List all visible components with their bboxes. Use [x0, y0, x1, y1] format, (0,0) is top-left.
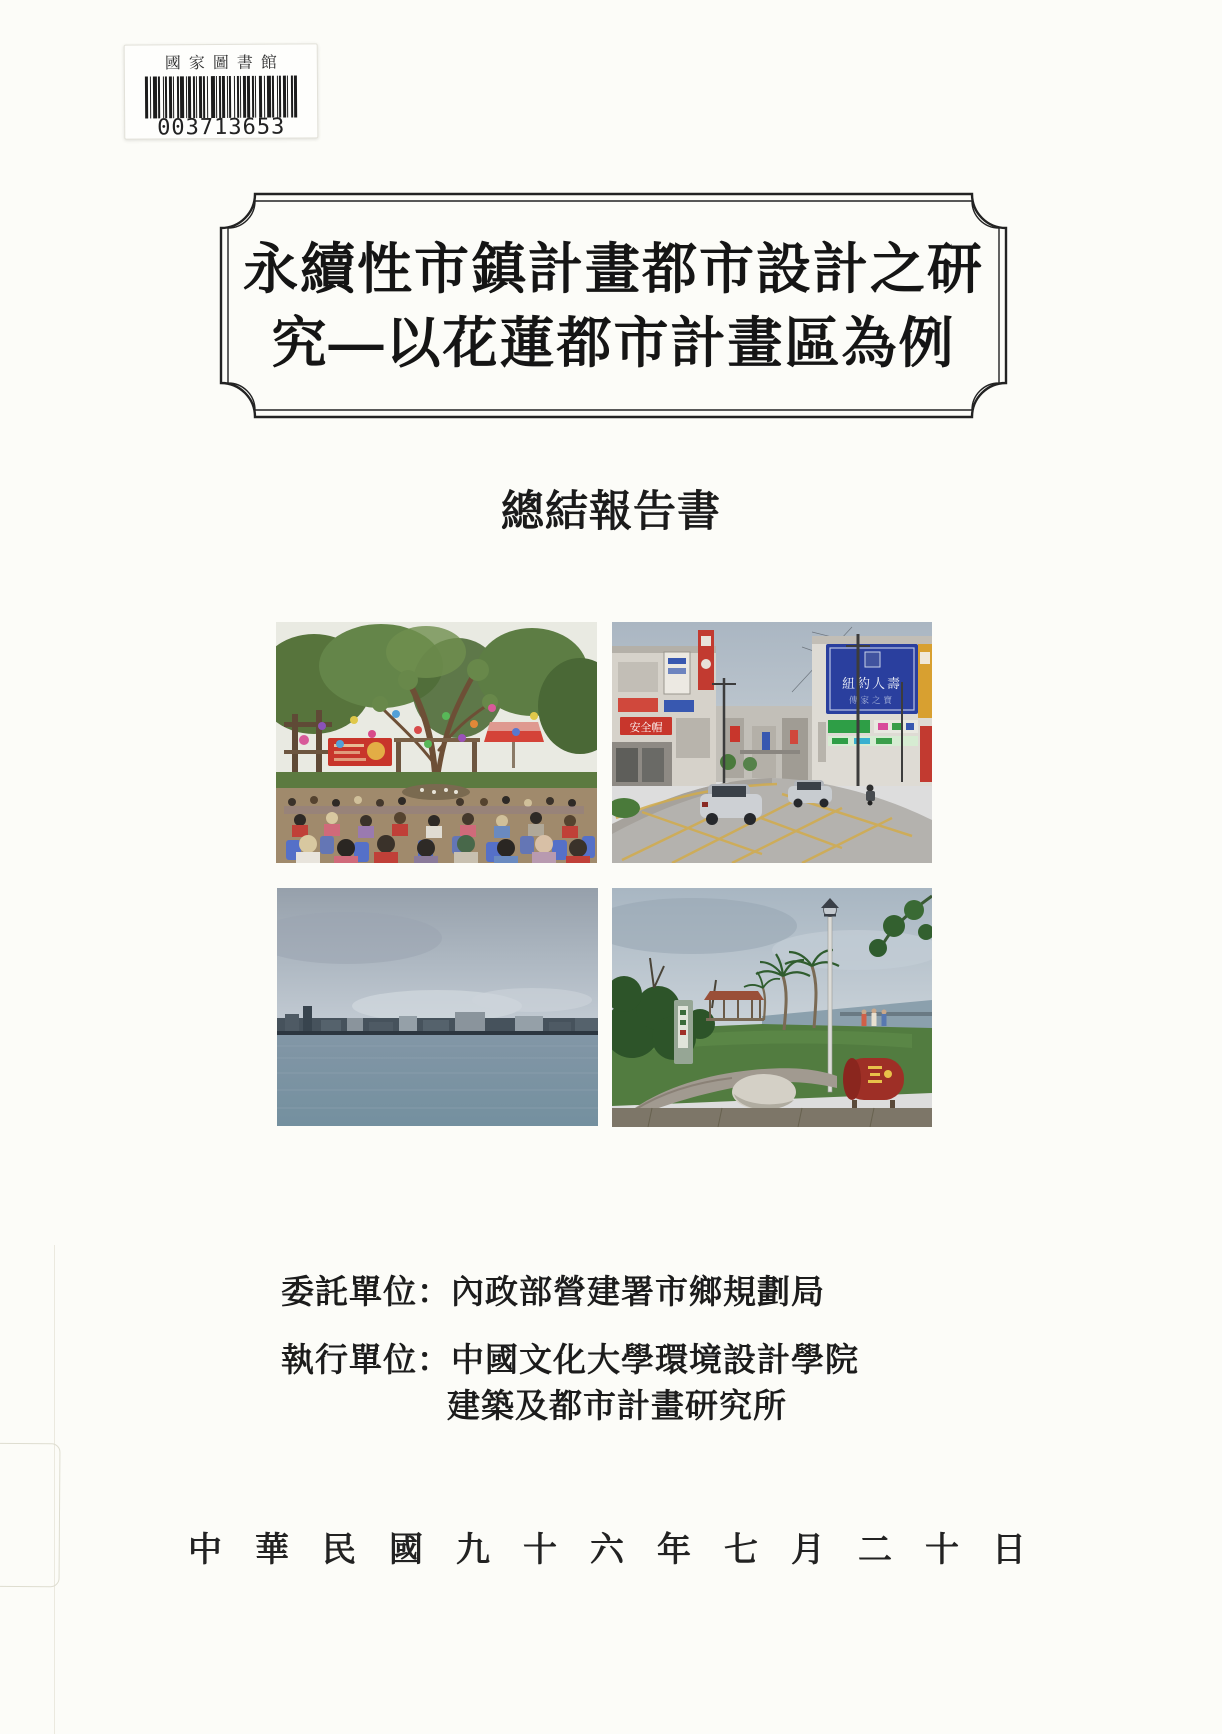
billboard-subtext: 傳家之寶 — [848, 695, 896, 705]
road — [612, 778, 932, 863]
stone-wall — [612, 1108, 932, 1127]
commissioning-unit-line: 委託單位：內政部營建署市鄉規劃局 — [281, 1275, 825, 1311]
boulder — [732, 1074, 796, 1110]
red-barrel-sign — [843, 1058, 904, 1108]
billboard-text: 紐約人壽 — [841, 676, 903, 691]
photo-harbor-view — [277, 888, 598, 1126]
crowd-middle-row — [292, 812, 578, 838]
title-plaque — [219, 192, 1008, 419]
water — [277, 1035, 598, 1126]
report-subtitle: 總結報告書 — [501, 488, 721, 536]
helmet-sign-text: 安全帽 — [629, 722, 663, 734]
executing-unit-line: 執行單位：中國文化大學環境設計學院 — [281, 1343, 859, 1379]
ghost-sticker-outline — [0, 1443, 61, 1588]
barcode-icon — [143, 75, 299, 118]
report-title-line1: 永續性市鎮計畫都市設計之研 — [242, 237, 984, 300]
report-title — [219, 192, 1008, 419]
executing-unit-line2: 建築及都市計畫研究所 — [447, 1389, 787, 1425]
photo-community-event — [276, 622, 597, 863]
photo-seaside-park — [612, 888, 932, 1127]
park-sign-pillar — [674, 1000, 693, 1064]
left-buildings — [612, 630, 716, 786]
cloud-light2 — [472, 988, 592, 1012]
library-name: 國家圖書館 — [164, 54, 285, 73]
report-title-line2: 究—以花蓮都市計畫區為例 — [271, 311, 956, 374]
library-barcode-label — [124, 43, 319, 139]
publication-date: 中華民國九十六年七月二十日 — [188, 1532, 1059, 1569]
newyork-life-billboard — [826, 644, 918, 714]
helmet-shop-sign — [620, 717, 672, 735]
people-by-sea — [862, 1009, 887, 1027]
photo-street-scene — [612, 622, 932, 863]
barcode-number: 003713653 — [157, 114, 286, 141]
distant-buildings — [716, 706, 812, 782]
